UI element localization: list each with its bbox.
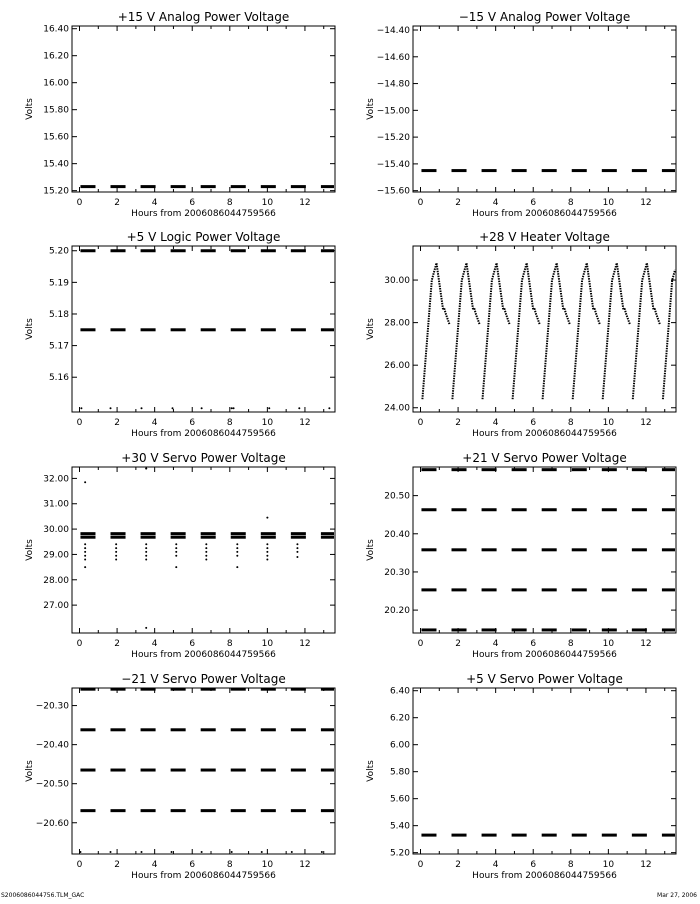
y-tick-label: 5.19	[48, 278, 69, 289]
x-tick-label: 0	[76, 198, 83, 208]
data-point	[145, 551, 147, 553]
y-tick-label: 31.00	[43, 499, 69, 510]
y-axis-label: Volts	[366, 318, 376, 340]
y-tick-label: 20.30	[384, 567, 410, 578]
x-tick-label: 10	[261, 639, 274, 649]
data-point	[231, 407, 233, 409]
data-point	[205, 555, 207, 557]
x-axis-label: Hours from 2006086044759566	[472, 429, 617, 439]
heater-trace	[422, 263, 449, 399]
y-tick-label: 6.40	[389, 686, 410, 697]
chart-panel-5	[25, 451, 335, 660]
x-tick-label: 10	[602, 418, 615, 428]
x-tick-label: 0	[76, 418, 83, 428]
data-point	[141, 407, 143, 409]
x-tick-label: 2	[114, 639, 120, 649]
x-tick-label: 0	[76, 860, 83, 870]
chart-panel-2	[366, 10, 676, 219]
y-axis-label: Volts	[366, 539, 376, 561]
y-tick-label: 20.40	[384, 529, 410, 540]
data-point	[266, 551, 268, 553]
data-point	[145, 627, 147, 629]
data-point	[110, 407, 112, 409]
data-point	[145, 547, 147, 549]
data-point	[236, 547, 238, 549]
data-point	[205, 559, 207, 561]
y-tick-label: 28.00	[384, 318, 410, 329]
chart-title: +5 V Logic Power Voltage	[126, 230, 281, 244]
x-tick-label: 12	[640, 860, 652, 870]
x-tick-label: 4	[151, 860, 158, 870]
x-tick-label: 4	[151, 198, 158, 208]
data-point	[84, 551, 86, 553]
data-point	[84, 566, 86, 568]
chart-title: +28 V Heater Voltage	[479, 230, 610, 244]
x-tick-label: 10	[602, 860, 615, 870]
data-point	[175, 543, 177, 545]
y-tick-label: 27.00	[43, 601, 69, 612]
chart-title: +21 V Servo Power Voltage	[462, 451, 627, 465]
data-point	[205, 547, 207, 549]
y-axis-label: Volts	[25, 760, 35, 782]
x-tick-label: 2	[114, 418, 120, 428]
x-tick-label: 6	[189, 418, 196, 428]
x-axis-label: Hours from 2006086044759566	[472, 650, 617, 660]
x-tick-label: 2	[455, 860, 461, 870]
data-point	[84, 543, 86, 545]
heater-trace	[603, 263, 630, 399]
x-tick-label: 6	[189, 639, 196, 649]
data-point	[296, 547, 298, 549]
y-tick-label: 28.00	[43, 575, 69, 586]
x-tick-label: 12	[299, 860, 311, 870]
footer-filename: S2006086044756.TLM_GAC	[1, 892, 85, 899]
data-point	[172, 407, 174, 409]
y-axis-label: Volts	[25, 318, 35, 340]
y-axis-label: Volts	[25, 98, 35, 120]
data-point	[201, 407, 203, 409]
x-tick-label: 8	[226, 639, 233, 649]
x-tick-label: 12	[640, 639, 652, 649]
data-point	[115, 551, 117, 553]
chart-panel-7	[25, 672, 335, 881]
x-axis-label: Hours from 2006086044759566	[131, 209, 276, 219]
y-tick-label: −14.60	[376, 52, 410, 63]
data-point	[266, 547, 268, 549]
x-tick-label: 8	[567, 198, 574, 208]
data-point	[296, 556, 298, 558]
x-tick-label: 2	[455, 198, 461, 208]
y-tick-label: 5.80	[389, 767, 410, 778]
x-tick-label: 2	[455, 418, 461, 428]
y-tick-label: 20.20	[384, 606, 410, 617]
y-tick-label: −20.60	[35, 818, 69, 829]
plot-frame	[413, 246, 676, 412]
x-tick-label: 6	[189, 860, 196, 870]
x-axis-label: Hours from 2006086044759566	[131, 429, 276, 439]
x-tick-label: 10	[261, 418, 274, 428]
y-tick-label: −15.00	[376, 106, 410, 117]
heater-trace	[452, 263, 479, 399]
data-point	[80, 407, 82, 409]
x-tick-label: 6	[530, 639, 537, 649]
data-point	[175, 547, 177, 549]
chart-title: −15 V Analog Power Voltage	[458, 10, 631, 24]
y-tick-label: 5.20	[389, 848, 410, 859]
x-tick-label: 8	[567, 860, 574, 870]
x-tick-label: 10	[602, 198, 615, 208]
y-tick-label: 30.00	[384, 276, 410, 287]
chart-title: +15 V Analog Power Voltage	[117, 10, 290, 24]
y-tick-label: −20.40	[35, 740, 69, 751]
y-tick-label: −20.30	[35, 701, 69, 712]
y-axis-label: Volts	[366, 98, 376, 120]
data-point	[115, 559, 117, 561]
y-tick-label: 24.00	[384, 403, 410, 414]
x-tick-label: 8	[226, 418, 233, 428]
chart-title: +30 V Servo Power Voltage	[121, 451, 286, 465]
data-point	[236, 543, 238, 545]
data-point	[205, 551, 207, 553]
heater-trace	[573, 263, 600, 399]
data-point	[110, 851, 112, 853]
data-point	[296, 551, 298, 553]
data-point	[175, 551, 177, 553]
x-tick-label: 0	[76, 639, 83, 649]
data-point	[175, 555, 177, 557]
chart-title: −21 V Servo Power Voltage	[121, 672, 286, 686]
y-axis-label: Volts	[25, 539, 35, 561]
x-tick-label: 8	[567, 418, 574, 428]
heater-trace	[633, 263, 660, 399]
y-tick-label: −14.80	[376, 79, 410, 90]
plot-frame	[72, 26, 335, 192]
plot-frame	[72, 467, 335, 633]
data-point	[268, 407, 270, 409]
y-tick-label: 30.00	[43, 525, 69, 536]
data-point	[145, 543, 147, 545]
chart-panel-4	[366, 230, 676, 439]
x-tick-label: 4	[151, 418, 158, 428]
y-tick-label: 16.40	[43, 24, 69, 35]
data-point	[201, 851, 203, 853]
data-point	[266, 543, 268, 545]
x-tick-label: 4	[492, 639, 499, 649]
x-tick-label: 4	[151, 639, 158, 649]
x-axis-label: Hours from 2006086044759566	[131, 871, 276, 881]
y-tick-label: 15.40	[43, 159, 69, 170]
data-point	[84, 547, 86, 549]
x-tick-label: 12	[299, 418, 311, 428]
data-point	[261, 851, 263, 853]
x-tick-label: 12	[299, 198, 311, 208]
y-tick-label: 16.20	[43, 51, 69, 62]
data-point	[84, 559, 86, 561]
data-point	[145, 555, 147, 557]
x-tick-label: 0	[417, 418, 424, 428]
y-tick-label: 32.00	[43, 474, 69, 485]
x-tick-label: 8	[226, 860, 233, 870]
x-tick-label: 4	[492, 418, 499, 428]
x-tick-label: 12	[299, 639, 311, 649]
x-tick-label: 0	[417, 860, 424, 870]
y-tick-label: 5.17	[48, 341, 69, 352]
heater-trace	[513, 263, 540, 399]
y-axis-label: Volts	[366, 760, 376, 782]
x-tick-label: 2	[114, 860, 120, 870]
data-point	[145, 559, 147, 561]
data-point	[328, 407, 330, 409]
x-tick-label: 8	[226, 198, 233, 208]
data-point	[171, 851, 173, 853]
data-point	[175, 566, 177, 568]
y-tick-label: 6.00	[389, 740, 410, 751]
x-tick-label: 6	[530, 860, 537, 870]
y-tick-label: 15.20	[43, 186, 69, 197]
x-tick-label: 12	[640, 198, 652, 208]
y-tick-label: −15.40	[376, 159, 410, 170]
y-tick-label: 15.80	[43, 105, 69, 116]
x-tick-label: 4	[492, 860, 499, 870]
y-tick-label: 26.00	[384, 361, 410, 372]
y-tick-label: −14.40	[376, 26, 410, 37]
data-point	[115, 547, 117, 549]
data-point	[79, 851, 81, 853]
y-tick-label: 5.16	[48, 373, 69, 384]
x-tick-label: 6	[189, 198, 196, 208]
data-point	[145, 468, 147, 470]
x-tick-label: 0	[417, 198, 424, 208]
y-tick-label: 15.60	[43, 132, 69, 143]
y-tick-label: −15.60	[376, 186, 410, 197]
data-point	[321, 851, 323, 853]
y-tick-label: 5.40	[389, 821, 410, 832]
x-tick-label: 8	[567, 639, 574, 649]
data-point	[236, 551, 238, 553]
data-point	[266, 517, 268, 519]
y-tick-label: 5.60	[389, 794, 410, 805]
y-tick-label: 29.00	[43, 550, 69, 561]
heater-trace	[543, 263, 570, 399]
x-tick-label: 10	[261, 860, 274, 870]
x-tick-label: 6	[530, 418, 537, 428]
data-point	[205, 543, 207, 545]
data-point	[141, 851, 143, 853]
x-tick-label: 2	[114, 198, 120, 208]
x-tick-label: 4	[492, 198, 499, 208]
heater-trace	[483, 263, 510, 399]
y-tick-label: 5.18	[48, 309, 69, 320]
data-point	[115, 543, 117, 545]
data-point	[84, 481, 86, 483]
chart-panel-8	[366, 672, 676, 881]
chart-title: +5 V Servo Power Voltage	[466, 672, 623, 686]
data-point	[115, 555, 117, 557]
x-tick-label: 0	[417, 639, 424, 649]
x-axis-label: Hours from 2006086044759566	[472, 871, 617, 881]
data-point	[266, 559, 268, 561]
plot-frame	[413, 688, 676, 854]
y-tick-label: 16.00	[43, 78, 69, 89]
x-tick-label: 2	[455, 639, 461, 649]
data-point	[236, 555, 238, 557]
y-tick-label: −20.50	[35, 779, 69, 790]
y-tick-label: 6.20	[389, 713, 410, 724]
y-tick-label: −15.20	[376, 133, 410, 144]
x-tick-label: 6	[530, 198, 537, 208]
data-point	[84, 555, 86, 557]
y-tick-label: 5.20	[48, 246, 69, 257]
x-axis-label: Hours from 2006086044759566	[472, 209, 617, 219]
x-axis-label: Hours from 2006086044759566	[131, 650, 276, 660]
x-tick-label: 10	[602, 639, 615, 649]
chart-panel-1	[25, 10, 335, 219]
x-tick-label: 10	[261, 198, 274, 208]
chart-panel-3	[25, 230, 335, 439]
x-tick-label: 12	[640, 418, 652, 428]
chart-panel-6	[366, 451, 676, 660]
data-point	[296, 543, 298, 545]
data-point	[231, 851, 233, 853]
y-tick-label: 20.50	[384, 491, 410, 502]
footer-date: Mar 27, 2006	[657, 892, 697, 899]
data-point	[233, 407, 235, 409]
data-point	[298, 407, 300, 409]
data-point	[236, 566, 238, 568]
plot-frame	[413, 26, 676, 192]
data-point	[291, 851, 293, 853]
data-point	[266, 555, 268, 557]
heater-trace	[663, 270, 675, 399]
